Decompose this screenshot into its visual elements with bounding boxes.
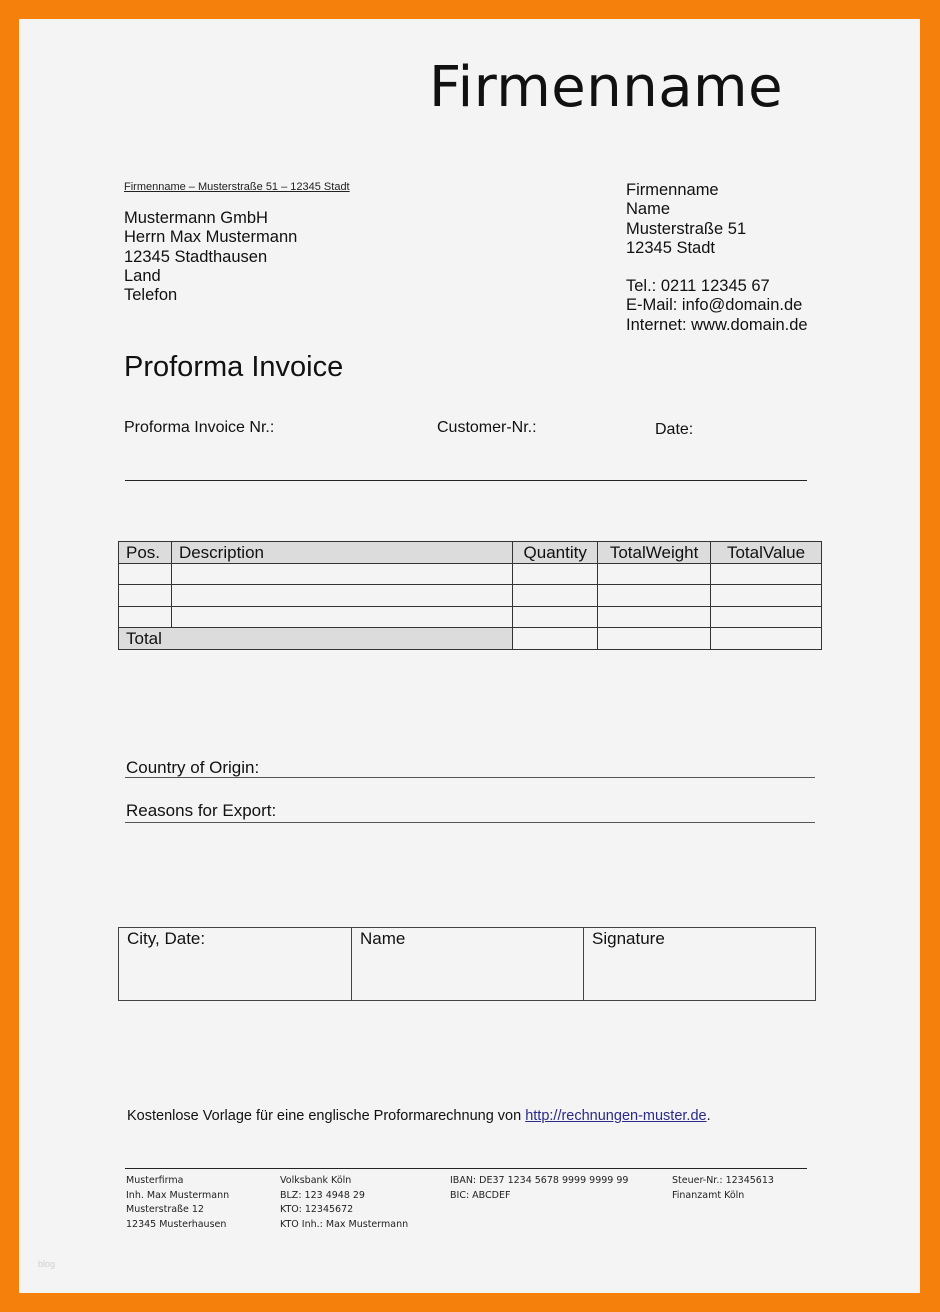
footer-city: 12345 Musterhausen bbox=[126, 1218, 227, 1230]
document-title: Proforma Invoice bbox=[124, 351, 344, 383]
name-label: Name bbox=[360, 929, 406, 948]
cell-quantity[interactable] bbox=[513, 606, 598, 628]
template-link[interactable]: http://rechnungen-muster.de bbox=[525, 1108, 707, 1124]
name-cell[interactable] bbox=[352, 928, 584, 1000]
total-quantity[interactable] bbox=[513, 628, 598, 650]
column-header-quantity: Quantity bbox=[513, 542, 598, 564]
city-date-label: City, Date: bbox=[127, 929, 206, 948]
footer-company-name: Musterfirma bbox=[126, 1175, 184, 1186]
cell-quantity[interactable] bbox=[513, 585, 598, 607]
items-table bbox=[118, 541, 822, 650]
recipient-company: Mustermann GmbH bbox=[124, 209, 268, 227]
footer-iban bbox=[450, 1174, 628, 1203]
recipient-city: 12345 Stadthausen bbox=[124, 247, 268, 266]
sender-city: 12345 Stadt bbox=[626, 238, 715, 257]
table-row bbox=[119, 585, 822, 607]
sender-return-line: Firmenname – Musterstraße 51 – 12345 Stadt bbox=[124, 181, 350, 193]
recipient-address bbox=[124, 209, 297, 305]
city-date-cell[interactable] bbox=[119, 928, 352, 1000]
column-header-description: Description bbox=[171, 542, 512, 564]
note-suffix: . bbox=[706, 1108, 711, 1124]
country-of-origin-line[interactable] bbox=[125, 777, 815, 778]
recipient-phone: Telefon bbox=[124, 286, 178, 305]
country-of-origin-label: Country of Origin: bbox=[126, 758, 260, 777]
signature-label: Signature bbox=[592, 929, 665, 948]
footer-owner: Inh. Max Mustermann bbox=[126, 1189, 230, 1201]
column-header-pos: Pos. bbox=[119, 542, 172, 564]
footer-street: Musterstraße 12 bbox=[126, 1204, 204, 1216]
footer-bank-name: Volksbank Köln bbox=[280, 1175, 352, 1186]
cell-pos[interactable] bbox=[119, 563, 172, 585]
footer-account-holder: KTO Inh.: Max Mustermann bbox=[280, 1218, 409, 1230]
table-total-row bbox=[119, 628, 822, 650]
footer-tax-office: Finanzamt Köln bbox=[672, 1189, 745, 1201]
column-header-total-weight: TotalWeight bbox=[598, 542, 711, 564]
footer-bic: BIC: ABCDEF bbox=[450, 1189, 511, 1201]
footer-iban-number: IBAN: DE37 1234 5678 9999 9999 99 bbox=[450, 1175, 629, 1186]
total-value[interactable] bbox=[711, 628, 822, 650]
divider bbox=[125, 480, 807, 481]
note-text: Kostenlose Vorlage für eine englische Proformarechnung von bbox=[127, 1108, 526, 1124]
cell-pos[interactable] bbox=[119, 606, 172, 628]
sender-company: Firmenname bbox=[626, 181, 719, 199]
invoice-number-label: Proforma Invoice Nr.: bbox=[124, 419, 275, 436]
cell-total-value[interactable] bbox=[711, 585, 822, 607]
sender-street: Musterstraße 51 bbox=[626, 219, 747, 238]
table-row bbox=[119, 606, 822, 628]
footer-company bbox=[126, 1174, 229, 1232]
footer-tax-number: Steuer-Nr.: 12345613 bbox=[672, 1175, 774, 1186]
cell-total-value[interactable] bbox=[711, 606, 822, 628]
footer-tax bbox=[672, 1174, 774, 1203]
date-label: Date: bbox=[655, 421, 694, 438]
cell-description[interactable] bbox=[171, 563, 512, 585]
sender-address bbox=[626, 181, 808, 335]
cell-total-weight[interactable] bbox=[598, 606, 711, 628]
watermark: blog bbox=[38, 1259, 56, 1269]
cell-total-weight[interactable] bbox=[598, 563, 711, 585]
customer-number-label: Customer-Nr.: bbox=[437, 419, 537, 436]
template-note bbox=[127, 1108, 711, 1124]
cell-quantity[interactable] bbox=[513, 563, 598, 585]
recipient-country: Land bbox=[124, 266, 161, 285]
reasons-for-export-line[interactable] bbox=[125, 822, 815, 823]
reasons-for-export-label: Reasons for Export: bbox=[126, 801, 277, 820]
recipient-person: Herrn Max Mustermann bbox=[124, 228, 298, 247]
total-label: Total bbox=[119, 628, 513, 650]
signature-box bbox=[118, 927, 816, 1001]
footer-bank bbox=[280, 1174, 408, 1232]
cell-total-value[interactable] bbox=[711, 563, 822, 585]
column-header-total-value: TotalValue bbox=[711, 542, 822, 564]
signature-cell[interactable] bbox=[584, 928, 815, 1000]
footer-blz: BLZ: 123 4948 29 bbox=[280, 1189, 365, 1201]
table-header-row bbox=[119, 542, 822, 564]
sender-name: Name bbox=[626, 200, 671, 219]
table-row bbox=[119, 563, 822, 585]
cell-description[interactable] bbox=[171, 585, 512, 607]
footer-divider bbox=[125, 1168, 807, 1169]
total-weight[interactable] bbox=[598, 628, 711, 650]
cell-description[interactable] bbox=[171, 606, 512, 628]
sender-website: Internet: www.domain.de bbox=[626, 315, 808, 334]
footer-account: KTO: 12345672 bbox=[280, 1204, 354, 1216]
company-title: Firmenname bbox=[429, 55, 784, 120]
cell-pos[interactable] bbox=[119, 585, 172, 607]
cell-total-weight[interactable] bbox=[598, 585, 711, 607]
document-page bbox=[19, 19, 920, 1293]
sender-email: E-Mail: info@domain.de bbox=[626, 296, 803, 315]
sender-phone: Tel.: 0211 12345 67 bbox=[626, 277, 770, 296]
